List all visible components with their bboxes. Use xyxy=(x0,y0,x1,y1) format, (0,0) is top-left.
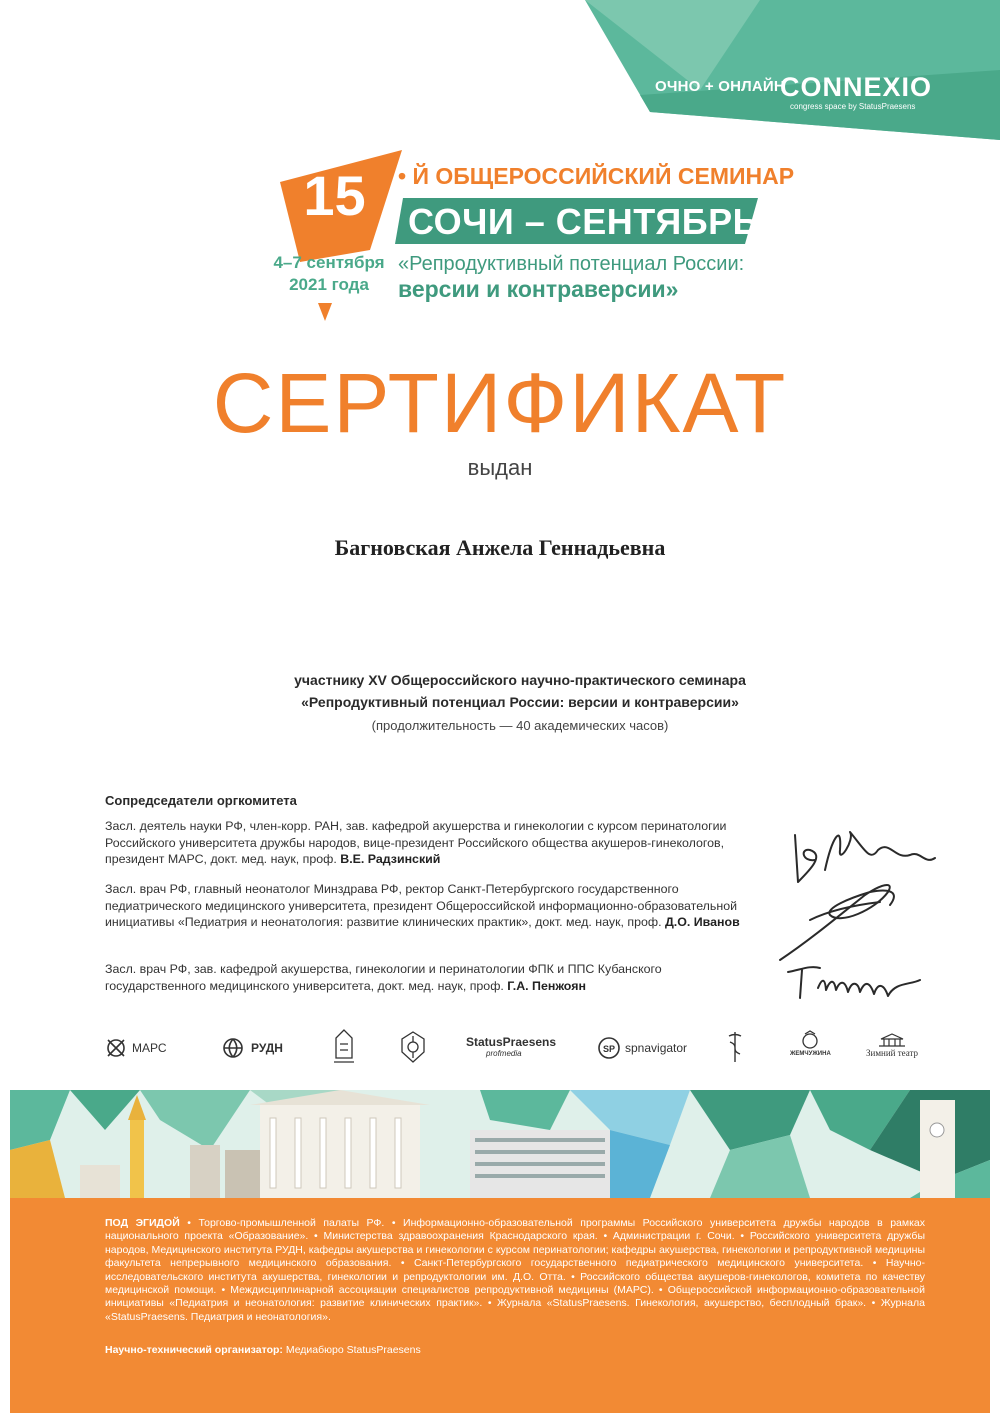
certificate-title: СЕРТИФИКАТ xyxy=(212,356,788,450)
logo-caduceus xyxy=(725,1030,745,1064)
logo-rudn: РУДН xyxy=(220,1037,283,1059)
cochair-name: Г.А. Пенжоян xyxy=(507,978,586,993)
header-corner-decoration xyxy=(0,0,1000,140)
sochi-illustration-band xyxy=(10,1090,990,1198)
participant-line-1: участнику XV Общероссийского научно-практического семинара xyxy=(294,672,746,688)
city-month: СОЧИ – СЕНТЯБРЬ xyxy=(408,201,759,242)
emblem-icon xyxy=(398,1030,428,1064)
cochairs-heading: Сопредседатели оргкомитета xyxy=(105,793,297,808)
cochair-name: В.Е. Радзинский xyxy=(340,852,441,866)
duration: (продолжительность — 40 академических часов) xyxy=(371,718,669,733)
seminar-dates: 4–7 сентября 2021 года xyxy=(273,253,385,294)
pearl-icon xyxy=(799,1030,821,1050)
technical-organizer: Научно-технический организатор: Медиабюро StatusPraesens xyxy=(105,1344,421,1356)
logo-zimniy-teatr: Зимний театр xyxy=(866,1033,918,1058)
connexio-tagline: congress space by StatusPraesens xyxy=(790,102,916,111)
mars-icon xyxy=(105,1037,127,1059)
signature-penzhoyan xyxy=(788,967,920,998)
theme-line-2: версии и контраверсии» xyxy=(398,276,679,302)
cochair-item: Засл. врач РФ, зав. кафедрой акушерства, гинекологии и перинатологии ФПК и ППС Кубанского государственного медицинского университета, докт. мед. наук, проф. Г.А. Пенжоян xyxy=(105,962,662,993)
signatures xyxy=(770,810,970,1010)
logo-university-crest xyxy=(330,1028,358,1066)
recipient-name: Багновская Анжела Геннадьевна xyxy=(334,535,666,560)
sp-icon xyxy=(598,1037,620,1059)
seminar-title: • Й ОБЩЕРОССИЙСКИЙ СЕМИНАР xyxy=(398,163,795,189)
logo-spnavigator: SP spnavigator xyxy=(598,1037,687,1059)
format-tag: ОЧНО + ОНЛАЙН xyxy=(655,78,785,95)
logo-statuspraesens: StatusPraesens profmedia xyxy=(466,1035,557,1058)
logo-zhemchuzhina: ЖЕМЧУЖИНА xyxy=(790,1030,831,1057)
participant-line-2: «Репродуктивный потенциал России: версии и контраверсии» xyxy=(301,694,739,710)
triangle-marker-icon xyxy=(318,303,332,321)
logo-mars: МАРС xyxy=(105,1037,167,1059)
aegis-text: ПОД ЭГИДОЙ • Торгово-промышленной палаты РФ. • Информационно-образовательной программы Российского университета дружбы народов в рамках национального проекта «Образование». • Министерства здравоохранения Краснодарского края. • Администрации г. Сочи. • Российского университета дружбы народов, Медицинского института РУДН, кафедры акушерства и гинекологии с курсом перинатологии; кафедры акушерства, гинекологии и репродуктивной медицины факультета непрерывного медицинского образования. • Санкт-Петербургского государственного педиатрического медицинского университета. • Научно-исследовательского института акушерства, гинекологии и репродуктологии им. Д.О. Отта. • Российского общества акушеров-гинекологов, комитета по качеству медицинской помощи. • Междисциплинарной ассоциации специалистов репродуктивной медицины (МАРС). • Общероссийской информационно-образовательной инициативы «Педиатрия и неонатология: развитие клинических практик». • Журнала «StatusPraesens. Гинекология, акушерство, бесплодный брак». • Журнала «StatusPraesens. Педиатрия и неонатология». xyxy=(105,1217,926,1323)
cochair-name: Д.О. Иванов xyxy=(664,915,740,929)
connexio-logo: CONNEXIO xyxy=(780,72,933,102)
theme-line-1: «Репродуктивный потенциал России: xyxy=(398,253,745,275)
rudn-globe-icon xyxy=(220,1037,246,1059)
logo-emblem xyxy=(398,1030,428,1064)
issued-label: выдан xyxy=(467,455,533,480)
cochair-item: Засл. деятель науки РФ, член-корр. РАН, зав. кафедрой акушерства и гинекологии с курсом перинатологии Российского университета дружбы народов, вице-президент Российского общества акушеров-гинекологов, президент МАРС, докт. мед. наук, проф. В.Е. Радзинский xyxy=(105,819,727,866)
signature-ivanov xyxy=(780,885,894,960)
caduceus-icon xyxy=(725,1030,745,1064)
edition-number: 15 xyxy=(303,164,366,227)
theatre-icon xyxy=(877,1033,907,1047)
cochair-item: Засл. врач РФ, главный неонатолог Минздрава РФ, ректор Санкт-Петербургского государственного педиатрического медицинского университета, президент Общероссийской информационно-образовательной инициативы «Педиатрия и неонатология: развитие клинических практик», докт. мед. наук, проф. Д.О. Иванов xyxy=(105,882,740,929)
signature-radzinsky xyxy=(795,832,935,882)
svg-text:SP: SP xyxy=(602,1044,616,1054)
crest-icon xyxy=(330,1028,358,1066)
